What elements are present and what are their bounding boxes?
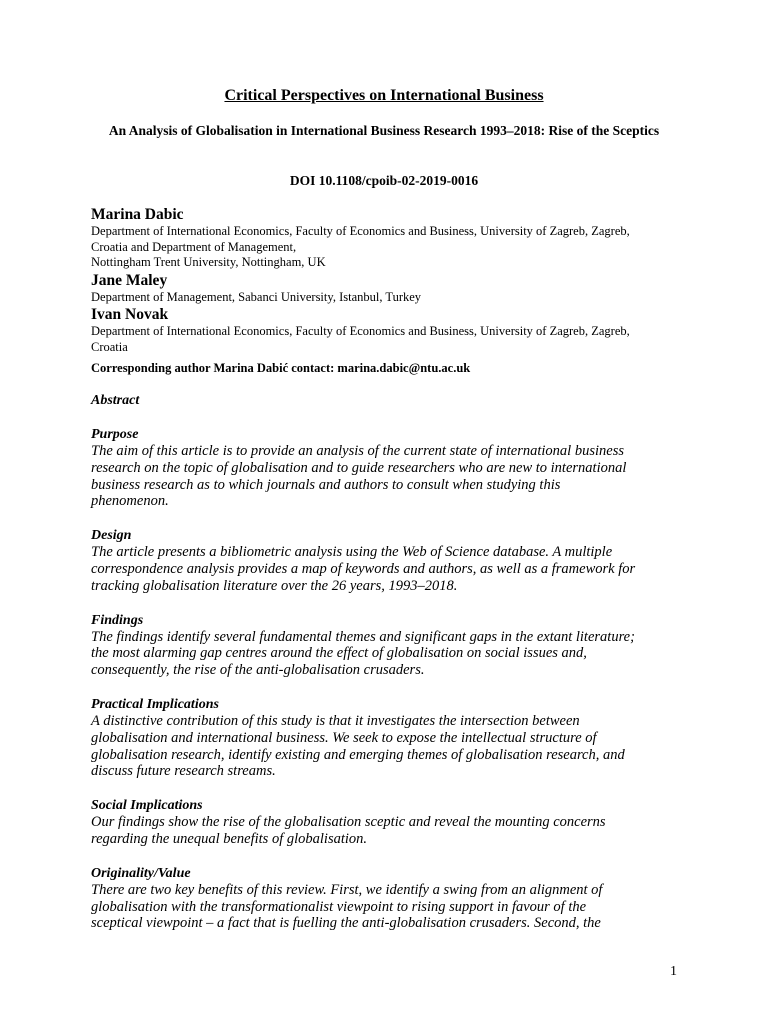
section-line: sceptical viewpoint – a fact that is fuelling the anti-globalisation crusaders. Second, the [91,915,601,932]
abstract-section-findings [91,612,691,679]
author-affiliation-line: Nottingham Trent University, Nottingham, UK [91,255,326,269]
section-line: consequently, the rise of the anti-globalisation crusaders. [91,662,425,679]
author-name: Marina Dabic [91,206,184,223]
article-title: An Analysis of Globalisation in International Business Research 1993–2018: Rise of the Sceptics [108,123,660,138]
section-line: regarding the unequal benefits of globalisation. [91,830,368,847]
section-line: The article presents a bibliometric analysis using the Web of Science database. A multiple [91,544,613,561]
section-line: tracking globalisation literature over the 26 years, 1993–2018. [91,577,458,594]
author-list [91,205,691,355]
corresponding-author: Corresponding author Marina Dabić contact: marina.dabic@ntu.ac.uk [91,361,471,375]
journal-title: Critical Perspectives on International Business [224,87,544,104]
section-line: The findings identify several fundamental themes and significant gaps in the extant literature; [91,628,635,645]
section-line: There are two key benefits of this review. First, we identify a swing from an alignment of [91,881,603,898]
abstract-section-purpose [91,426,691,510]
section-line: Our findings show the rise of the globalisation sceptic and reveal the mounting concerns [91,814,606,831]
author-block [91,205,691,271]
abstract-section-practical-implications [91,696,691,780]
section-heading: Social Implications [91,798,203,814]
page-number: 1 [670,964,677,979]
author-affiliation-line: Department of International Economics, Faculty of Economics and Business, University of Zagreb, Zagreb, [91,324,630,338]
section-heading: Originality/Value [91,865,191,881]
section-line: discuss future research streams. [91,763,276,780]
author-block [91,305,691,355]
abstract-section-social-implications [91,797,691,848]
section-line: the most alarming gap centres around the effect of globalisation on social issues and, [91,645,587,662]
doi: DOI 10.1108/cpoib-02-2019-0016 [289,173,479,188]
author-name: Ivan Novak [91,306,169,323]
section-line: globalisation research, identify existing and emerging themes of globalisation research, and [91,746,625,763]
abstract-section-design [91,527,691,594]
author-name: Jane Maley [91,271,168,289]
section-line: business research as to which journals and authors to consult when studying this [91,476,561,493]
abstract-body [91,426,691,949]
author-affiliation-line: Croatia and Department of Management, [91,239,297,254]
section-line: globalisation with the transformationalist viewpoint to rising support in favour of the [91,898,587,915]
abstract-section-originality-value [91,865,691,932]
section-line: phenomenon. [91,493,169,510]
author-affiliation-line: Department of International Economics, Faculty of Economics and Business, University of Zagreb, Zagreb, [91,224,630,238]
section-line: globalisation and international business. We seek to expose the intellectual structure of [91,729,597,746]
section-heading: Purpose [91,427,139,442]
section-heading: Design [91,528,132,544]
section-heading: Findings [91,612,144,628]
section-line: research on the topic of globalisation and to guide researchers who are new to international [91,459,627,476]
section-heading: Practical Implications [91,696,219,712]
section-line: A distinctive contribution of this study is that it investigates the intersection between [91,712,580,729]
abstract-heading: Abstract [91,393,140,408]
section-line: correspondence analysis provides a map of keywords and authors, as well as a framework for [91,560,636,577]
author-affiliation-line: Croatia [91,339,128,354]
author-block [91,271,691,306]
author-affiliation-line: Department of Management, Sabanci University, Istanbul, Turkey [91,289,422,304]
section-line: The aim of this article is to provide an analysis of the current state of international business [91,443,624,459]
